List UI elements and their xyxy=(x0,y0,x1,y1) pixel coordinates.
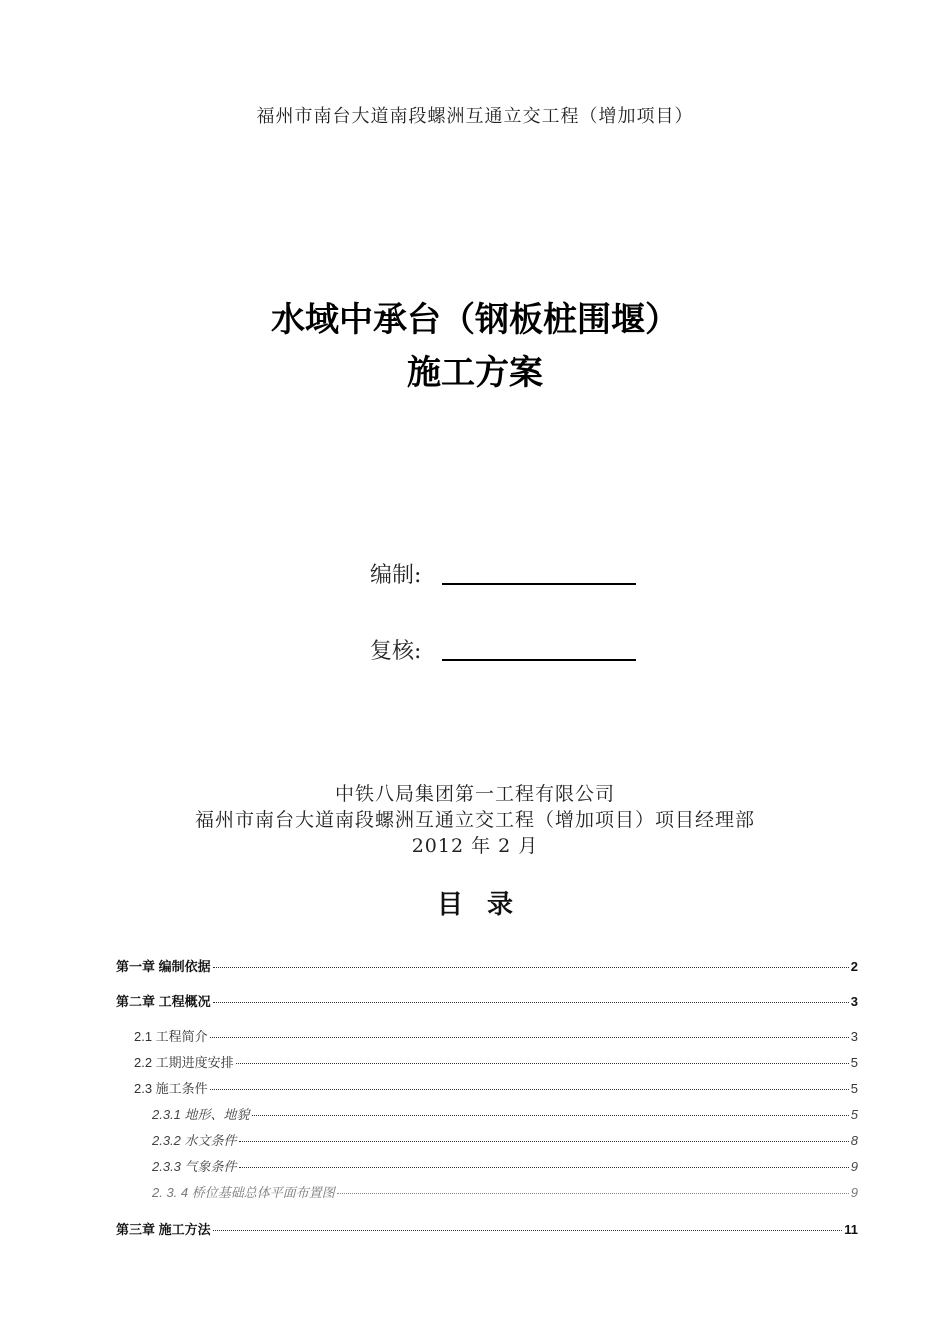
toc-entry-label: 2.3.3 气象条件 xyxy=(152,1159,237,1174)
toc-leader xyxy=(213,1230,843,1231)
toc-entry-label: 2.1 工程简介 xyxy=(134,1029,208,1044)
toc-title: 目录 xyxy=(436,890,537,920)
toc-entry-label: 2.3.1 地形、地貌 xyxy=(152,1107,250,1122)
toc-entry-label: 2.2 工期进度安排 xyxy=(134,1055,234,1070)
toc-entry-page: 9 xyxy=(850,1185,858,1200)
header-project-title: 福州市南台大道南段螺洲互通立交工程（增加项目） xyxy=(256,106,694,127)
toc-entry-page: 5 xyxy=(850,1081,858,1096)
toc-entry-page: 5 xyxy=(850,1055,858,1070)
toc-entry-label: 第一章 编制依据 xyxy=(116,959,211,974)
toc-entry-label: 第二章 工程概况 xyxy=(116,994,211,1009)
toc-leader xyxy=(236,1063,849,1064)
document-title-line2: 施工方案 xyxy=(407,353,543,393)
toc-entry[interactable] xyxy=(152,1156,858,1175)
toc-entry-label: 2.3.2 水文条件 xyxy=(152,1133,237,1148)
reviewed-signature-line xyxy=(442,637,636,661)
organization-date: 2012 年 2 月 xyxy=(411,835,539,857)
toc-entry-page: 8 xyxy=(850,1133,858,1148)
toc-leader xyxy=(213,1002,849,1003)
toc-leader xyxy=(239,1141,849,1142)
signature-reviewed-row xyxy=(370,634,636,665)
toc-entry-label: 2.3 施工条件 xyxy=(134,1081,208,1096)
toc-entry[interactable] xyxy=(134,1052,858,1071)
signature-compiled-row xyxy=(370,558,636,589)
toc-entry-page: 3 xyxy=(850,1029,858,1044)
reviewed-label: 复核: xyxy=(370,639,422,664)
toc-entry[interactable] xyxy=(116,1219,858,1238)
toc-entry[interactable] xyxy=(134,1026,858,1045)
toc-entry[interactable] xyxy=(152,1130,858,1149)
toc-entry[interactable] xyxy=(116,991,858,1010)
toc-entry-label: 第三章 施工方法 xyxy=(116,1222,211,1237)
toc-leader xyxy=(210,1089,849,1090)
toc-leader xyxy=(210,1037,849,1038)
toc-entry-page: 2 xyxy=(850,959,858,974)
toc-entry-page: 5 xyxy=(850,1107,858,1122)
toc-entry[interactable] xyxy=(152,1104,858,1123)
toc-leader xyxy=(239,1167,849,1168)
toc-entry[interactable] xyxy=(116,956,858,975)
toc-leader xyxy=(252,1115,849,1116)
toc-entry-page: 3 xyxy=(850,994,858,1009)
organization-company: 中铁八局集团第一工程有限公司 xyxy=(334,783,615,805)
organization-department: 福州市南台大道南段螺洲互通立交工程（增加项目）项目经理部 xyxy=(194,809,755,831)
toc-entry-page: 11 xyxy=(844,1222,858,1237)
compiled-signature-line xyxy=(442,561,636,585)
toc-entry[interactable] xyxy=(152,1182,858,1201)
toc-entry-label: 2. 3. 4 桥位基础总体平面布置图 xyxy=(152,1185,335,1200)
toc-leader xyxy=(337,1193,849,1194)
toc-leader xyxy=(213,967,849,968)
toc-entry[interactable] xyxy=(134,1078,858,1097)
compiled-label: 编制: xyxy=(370,563,422,588)
toc-entry-page: 9 xyxy=(850,1159,858,1174)
document-title-line1: 水域中承台（钢板桩围堰） xyxy=(271,300,679,340)
